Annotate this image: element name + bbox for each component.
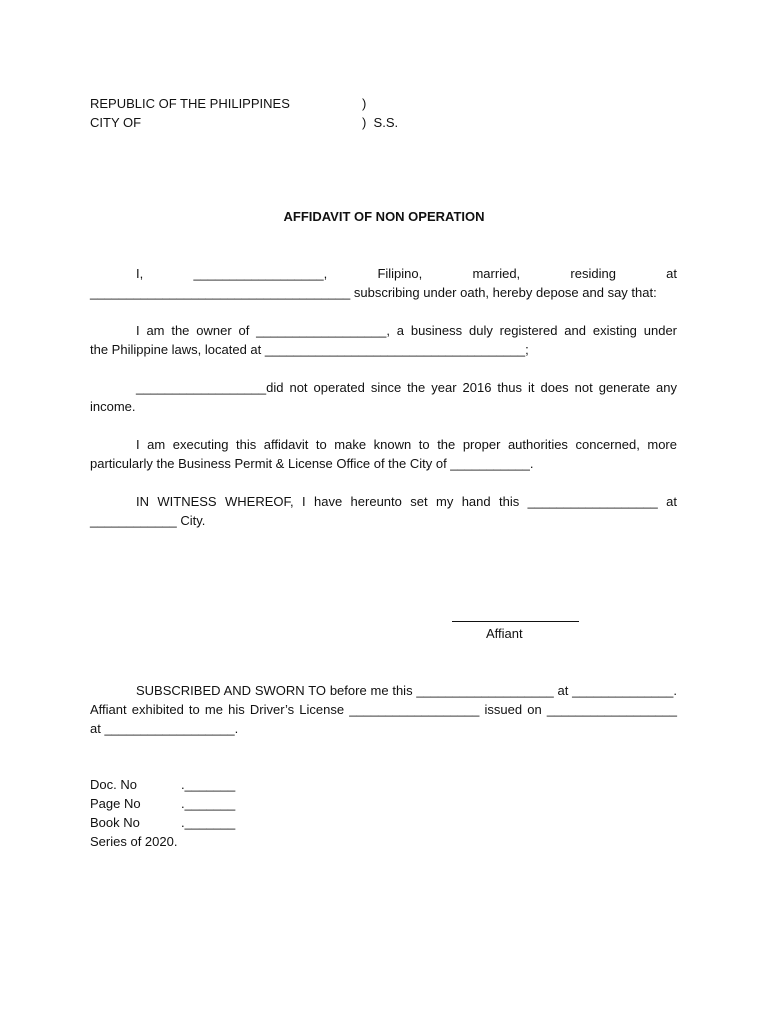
para4-line2: particularly the Business Permit & License Office of the City of ___________. <box>90 456 534 471</box>
para5-line1: IN WITNESS WHEREOF, I have hereunto set my hand this __________________ at <box>136 494 677 509</box>
para3-line1: __________________did not operated since the year 2016 thus it does not generate any <box>136 380 677 395</box>
para1-line1: I, __________________, Filipino, married, residing at <box>136 266 677 281</box>
caption-country: REPUBLIC OF THE PHILIPPINES <box>90 96 290 111</box>
book-no-value: ._______ <box>181 815 236 830</box>
caption-paren-1: ) <box>362 96 367 111</box>
jurat-line2: Affiant exhibited to me his Driver’s License __________________ issued on __________________ <box>90 702 677 717</box>
affiant-label: Affiant <box>486 626 523 641</box>
page-no-label: Page No <box>90 796 141 811</box>
jurat-line3: at __________________. <box>90 721 239 736</box>
para3-line2: income. <box>90 399 136 414</box>
doc-no-label: Doc. No <box>90 777 137 792</box>
caption-venue: ) S.S. <box>362 115 399 130</box>
book-no-label: Book No <box>90 815 140 830</box>
caption-city: CITY OF <box>90 115 142 130</box>
signature-line <box>452 621 579 622</box>
page-no-value: ._______ <box>181 796 236 811</box>
document-title: AFFIDAVIT OF NON OPERATION <box>283 209 485 224</box>
para2-line2: the Philippine laws, located at ____________________________________; <box>90 342 529 357</box>
series-label: Series of 2020. <box>90 834 178 849</box>
para5-line2: ____________ City. <box>90 513 206 528</box>
doc-no-value: ._______ <box>181 777 236 792</box>
para1-line2: ____________________________________ subscribing under oath, hereby depose and say that: <box>90 285 657 300</box>
para4-line1: I am executing this affidavit to make known to the proper authorities concerned, more <box>136 437 677 452</box>
para2-line1: I am the owner of __________________, a business duly registered and existing under <box>136 323 677 338</box>
jurat-line1: SUBSCRIBED AND SWORN TO before me this ___________________ at ______________. <box>136 683 677 698</box>
